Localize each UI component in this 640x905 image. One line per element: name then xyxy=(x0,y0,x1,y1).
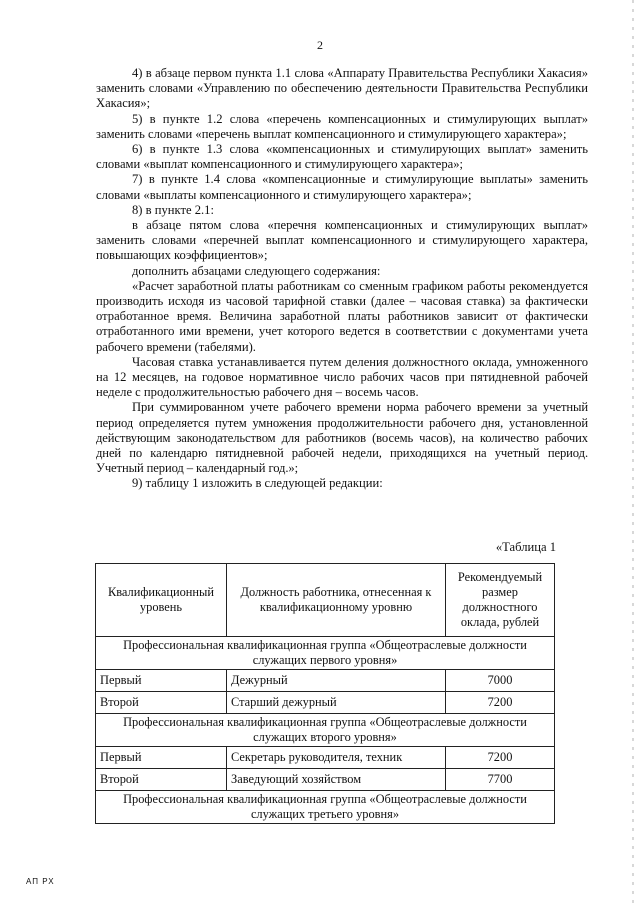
page-number: 2 xyxy=(317,38,323,52)
table-group-row xyxy=(96,714,555,747)
table-caption: «Таблица 1 xyxy=(495,540,556,554)
footer-stamp: АП РХ xyxy=(26,877,55,886)
level-cell: Второй xyxy=(96,692,227,714)
paragraph-hourly-rate: Часовая ставка устанавливается путем деления должностного оклада, умноженного на 12 месяцев, на годовое нормативное число рабочих часов при пятидневной рабочей неделе с продолжительностью рабочего дня – восемь часов. xyxy=(96,354,588,400)
paragraph-item-7: 7) в пункте 1.4 слова «компенсационные и стимулирующие выплаты» заменить словами «выплаты компенсационного и стимулирующего характера»; xyxy=(96,172,588,202)
group-title-second-level: Профессиональная квалификационная группа «Общеотраслевые должности служащих второго уровня» xyxy=(96,714,555,747)
paragraph-summed-accounting: При суммированном учете рабочего времени норма рабочего времени за учетный период определяется путем умножения продолжительности рабочего дня, установленной действующим законодательством для работников (восемь часов), на количество рабочих дней по календарю пятидневной рабочей недели, приходящихся на учетный период. Учетный период – календарный год.»; xyxy=(96,400,588,476)
group-title-first-level: Профессиональная квалификационная группа «Общеотраслевые должности служащих первого уровня» xyxy=(96,637,555,670)
salary-cell: 7200 xyxy=(446,692,555,714)
level-cell: Первый xyxy=(96,670,227,692)
paragraph-item-5: 5) в пункте 1.2 слова «перечень компенсационных и стимулирующих выплат» заменить словами «перечень выплат компенсационного и стимулирующего характера»; xyxy=(96,111,588,141)
level-cell: Второй xyxy=(96,769,227,791)
salary-table xyxy=(95,563,555,824)
table-header-row xyxy=(96,564,555,637)
header-position: Должность работника, отнесенная к квалификационному уровню xyxy=(227,564,446,637)
table-row xyxy=(96,670,555,692)
header-salary: Рекомендуемый размер должностного оклада, рублей xyxy=(446,564,555,637)
salary-cell: 7000 xyxy=(446,670,555,692)
table-row xyxy=(96,769,555,791)
salary-cell: 7200 xyxy=(446,747,555,769)
table-group-row xyxy=(96,791,555,824)
paragraph-wage-calculation: «Расчет заработной платы работникам со сменным графиком работы рекомендуется производить исходя из часовой тарифной ставки (далее – часовая ставка) за фактически отработанное время. Величина заработной платы работников зависит от фактически отработанного ими времени, учет которого ведется в соответствии с документами учета рабочего времени (табелями). xyxy=(96,278,588,354)
table-row xyxy=(96,692,555,714)
position-cell: Заведующий хозяйством xyxy=(227,769,446,791)
scan-edge-artifact xyxy=(632,0,634,905)
paragraph-item-8: 8) в пункте 2.1: xyxy=(132,202,214,217)
position-cell: Дежурный xyxy=(227,670,446,692)
paragraph-item-9: 9) таблицу 1 изложить в следующей редакции: xyxy=(132,476,383,491)
amendment-text xyxy=(96,66,588,492)
paragraph-abzac-5: в абзаце пятом слова «перечня компенсационных и стимулирующих выплат» заменить словами «перечней выплат компенсационного и стимулирующего характера, повышающих коэффициентов»; xyxy=(96,218,588,263)
group-title-third-level: Профессиональная квалификационная группа «Общеотраслевые должности служащих третьего уровня» xyxy=(96,791,555,824)
paragraph-supplement-intro: дополнить абзацами следующего содержания: xyxy=(132,263,381,278)
level-cell: Первый xyxy=(96,747,227,769)
salary-cell: 7700 xyxy=(446,769,555,791)
header-qualification-level: Квалификационный уровень xyxy=(96,564,227,637)
position-cell: Секретарь руководителя, техник xyxy=(227,747,446,769)
paragraph-item-6: 6) в пункте 1.3 слова «компенсационных и стимулирующих выплат» заменить словами «выплат компенсационного и стимулирующего характера»; xyxy=(96,142,588,172)
table-group-row xyxy=(96,637,555,670)
position-cell: Старший дежурный xyxy=(227,692,446,714)
paragraph-item-4: 4) в абзаце первом пункта 1.1 слова «Аппарату Правительства Республики Хакасия» заменить словами «Управлению по обеспечению деятельности Правительства Республики Хакасия»; xyxy=(96,66,588,111)
table-row xyxy=(96,747,555,769)
